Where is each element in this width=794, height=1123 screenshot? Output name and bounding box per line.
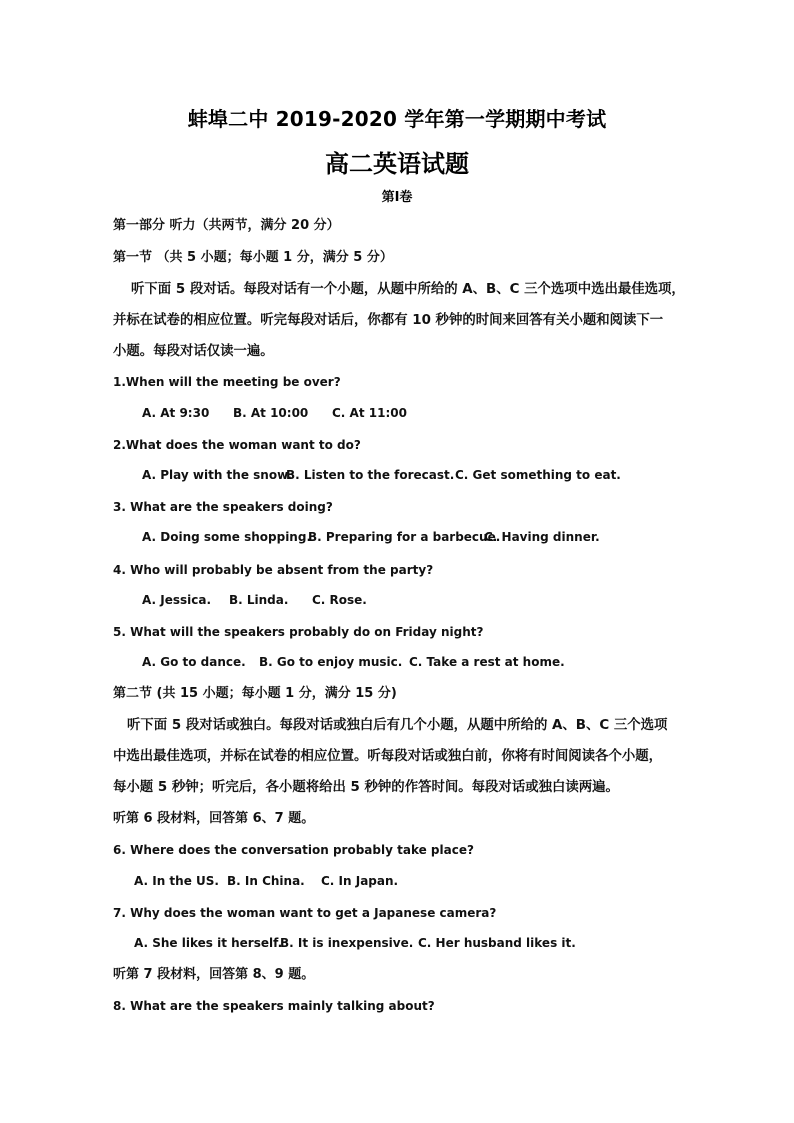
material-7-label: 听第 7 段材料，回答第 8、9 题。 [113,967,315,982]
option-c: C. Her husband likes it. [418,936,576,950]
option-b: B. Linda. [229,593,289,607]
volume-label: 第Ⅰ卷 [381,190,413,205]
question-3: 3. What are the speakers doing? [113,500,333,514]
option-b: B. At 10:00 [233,406,309,420]
question-4: 4. Who will probably be absent from the party? [113,563,434,577]
option-b: B. Go to enjoy music. [259,655,403,669]
question-1: 1.When will the meeting be over? [113,375,341,389]
section1-heading: 第一节 （共 5 小题；每小题 1 分，满分 5 分） [113,250,393,265]
option-b: B. It is inexpensive. [280,936,414,950]
option-b: B. Preparing for a barbecue. [308,530,501,544]
option-c: C. At 11:00 [332,406,407,420]
material-6-label: 听第 6 段材料，回答第 6、7 题。 [113,811,315,826]
question-8: 8. What are the speakers mainly talking about? [113,999,435,1013]
question-7: 7. Why does the woman want to get a Japanese camera? [113,906,497,920]
option-a: A. Jessica. [142,593,212,607]
option-c: C. Get something to eat. [455,468,621,482]
option-c: C. Rose. [312,593,367,607]
exam-title: 蚌埠二中 2019-2020 学年第一学期期中考试 [187,107,607,131]
option-a: A. Play with the snow. [142,468,292,482]
option-c: C. Take a rest at home. [409,655,565,669]
section2-instruction-line: 中选出最佳选项，并标在试卷的相应位置。听每段对话或独白前，你将有时间阅读各个小题， [113,749,663,764]
part1-heading: 第一部分 听力（共两节，满分 20 分） [113,218,340,233]
option-b: B. Listen to the forecast. [286,468,455,482]
section1-instruction-line: 小题。每段对话仅读一遍。 [113,344,274,359]
option-a: A. In the US. [134,874,219,888]
option-c: C. Having dinner. [484,530,600,544]
option-a: A. She likes it herself. [134,936,283,950]
option-a: A. At 9:30 [142,406,210,420]
section2-instruction-line: 听下面 5 段对话或独白。每段对话或独白后有几个小题，从题中所给的 A、B、C 三个选项 [127,718,668,733]
section2-heading: 第二节 (共 15 小题；每小题 1 分，满分 15 分) [113,686,397,701]
section1-instruction-line: 听下面 5 段对话。每段对话有一个小题，从题中所给的 A、B、C 三个选项中选出最佳选项， [131,282,685,297]
option-a: A. Go to dance. [142,655,246,669]
exam-subtitle: 高二英语试题 [325,150,469,178]
question-6: 6. Where does the conversation probably take place? [113,843,474,857]
question-5: 5. What will the speakers probably do on Friday night? [113,625,484,639]
option-b: B. In China. [227,874,305,888]
section2-instruction-line: 每小题 5 秒钟；听完后，各小题将给出 5 秒钟的作答时间。每段对话或独白读两遍。 [113,780,619,795]
option-a: A. Doing some shopping. [142,530,311,544]
section1-instruction-line: 并标在试卷的相应位置。听完每段对话后，你都有 10 秒钟的时间来回答有关小题和阅读下一 [113,313,664,328]
option-c: C. In Japan. [321,874,399,888]
question-2: 2.What does the woman want to do? [113,438,361,452]
